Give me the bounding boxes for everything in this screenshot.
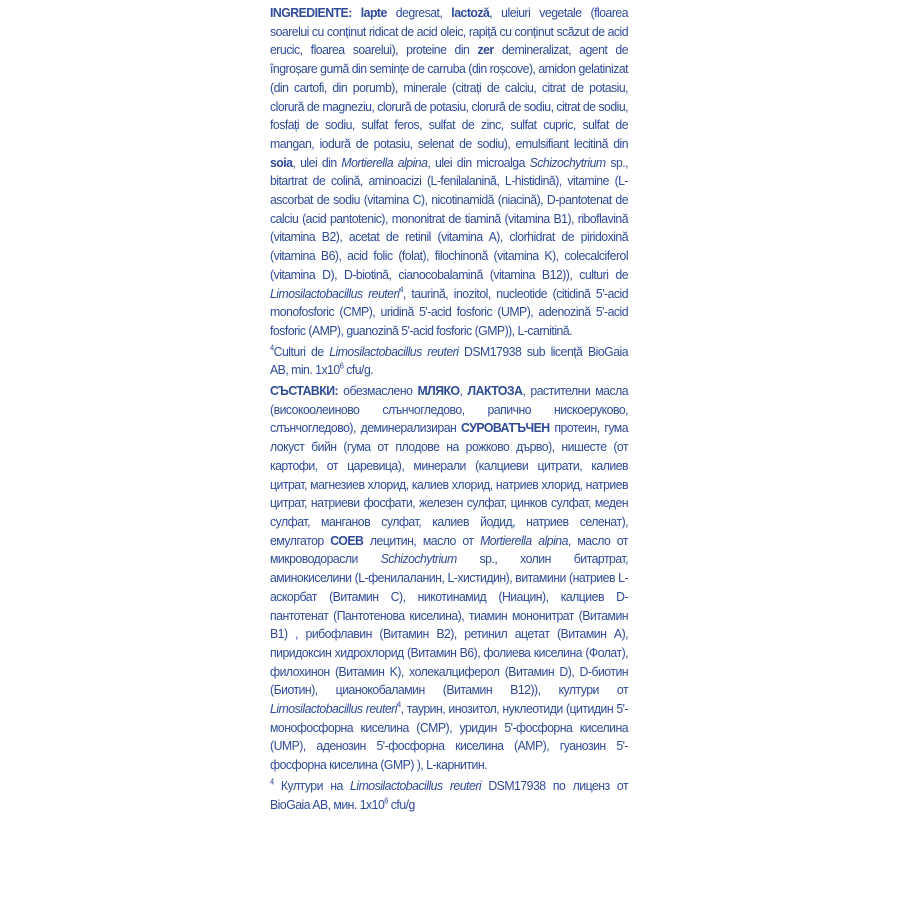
bg-footnote-marker: 4 [396,700,401,710]
ro-ingredients-heading: INGREDIENTE: [270,5,352,20]
bg-footnote-text: Култури на [273,777,351,793]
bg-text: , растителни масла (високоолеиново слънчогледово, рапично нискоеруково, слънчогледово), деминерализиран [270,383,629,436]
ro-species-schizochytrium: Schizochytrium [529,154,606,170]
ro-footnote [270,343,628,380]
ro-species-limosilactobacillus: Limosilactobacillus reuteri [270,285,400,301]
ro-text: , taurină, inozitol, nucleotide (citidină 5'-acid monofosforic (CMP), uridină 5'-acid fosforic (UMP), adenozină 5'-acid fosforic (AMP), guanozină 5'-acid fosforic (GMP)), L-carnitină. [270,285,629,338]
bg-species-schizochytrium: Schizochytrium [380,551,457,567]
ro-footnote-text: cfu/g. [343,362,374,378]
bg-text: , масло от микроводорасли [270,532,629,567]
ro-allergen-whey: zer [477,42,494,58]
ingredients-label [270,4,630,896]
ro-text: sp., bitartrat de colină, aminoacizi (L-fenilalanină, L-histidină), vitamine (L-ascorbat de sodiu (vitamina C), nicotinamidă (niacină), D-pantotenat de calciu (acid pantotenic), mononitrat de tiamină (vitamina B1), riboflavină (vitamina B2), acetat de retinil (vitamina A), clorhidrat de piridoxină (vitamina B6), acid folic (folat), filochinonă (vitamina K), colecalciferol (vitamina D), D-biotină, cianocobalamină (vitamina B12)), culturi de [270,154,629,282]
ro-text: , ulei din microalga [427,154,530,170]
bg-allergen-milk: МЛЯКО [417,383,460,399]
bg-ingredients-heading: СЪСТАВКИ: [270,383,339,399]
ro-allergen-soy: soia [270,154,293,170]
ro-ingredients-paragraph [270,4,628,341]
ro-allergen-milk: lapte [360,5,387,20]
bg-text: sp., холин битартрат, аминокиселини (L-фенилаланин, L-хистидин), витамини (натриев L-аскорбат (Витамин C), никотинамид (Ниацин), калциев D-пантотенат (Пантотенова киселина), тиамин мононитрат (Витамин B1) , рибофлавин (Витамин B2), ретинил ацетат (Витамин A), пиридоксин хидрохлорид (Витамин B6), фолиева киселина (Фолат), филохинон (Витамин K), холекалциферол (Витамин D), D-биотин (Биотин), цианокобаламин (Витамин B12)), култури от [270,551,629,698]
ro-text: , ulei din [292,154,342,170]
bg-footnote-species: Limosilactobacillus reuteri [350,777,482,793]
ro-footnote-marker: 4 [399,285,403,295]
bg-text: , [459,383,468,399]
bg-text: протеин, гума локуст бийн (гума от плодове на рожково дърво), нишесте (от картофи, от царевица), минерали (калциеви цитрати, калиев цитрат, магнезиев хлорид, калиев хлорид, натриев хлорид, натриев цитрат, натриеви фосфати, железен сулфат, цинков сулфат, меден сулфат, манганов сулфат, калиев йодид, натриев селенат), емулгатор [270,420,629,548]
ro-species-mortierella: Mortierella alpina [341,154,428,170]
bg-text: обезмаслено [338,383,418,399]
ro-footnote-number: 4 [270,343,274,353]
bg-footnote [270,777,628,814]
ro-text: degresat, [386,5,452,20]
bg-allergen-lactose: ЛАКТОЗА [467,383,523,399]
bg-allergen-whey: СУРОВАТЪЧЕН [461,420,550,436]
bg-footnote-number: 4 [270,777,274,787]
ro-footnote-text: DSM17938 sub licență BioGaia AB, min. 1x10 [270,343,629,378]
bg-text: , таурин, инозитол, нуклеотиди (цитидин 5'-монофосфорна киселина (CMP), уридин 5'-фосфорна киселина (UMP), аденозин 5'-фосфорна киселина (AMP), гуанозин 5'-фосфорна киселина (GMP) ), L-карнитин. [270,701,629,773]
ro-footnote-text: Culturi de [273,343,330,359]
ro-footnote-species: Limosilactobacillus reuteri [329,343,459,359]
bg-footnote-exponent: 6 [384,796,388,806]
ro-text: , uleiuri vegetale (floarea soarelui cu conținut ridicat de acid oleic, rapiță cu conținut scăzut de acid erucic, floarea soarelui), proteine din [270,5,629,58]
bg-allergen-soy: СОЕВ [330,532,364,548]
bg-footnote-text: cfu/g [387,796,415,812]
bg-text: лецитин, масло от [363,532,481,548]
ro-text: demineralizat, agent de îngroșare gumă din semințe de carruba (din roșcove), amidon gelatinizat (din cartofi, din porumb), minerale (citrați de calciu, citrat de potasiu, clorură de magneziu, clorură de potasiu, clorură de sodiu, citrat de sodiu, fosfați de sodiu, sulfat feros, sulfat de zinc, sulfat cupric, sulfat de mangan, iodură de potasiu, selenat de sodiu), emulsifiant lecitină din [270,42,629,151]
ro-footnote-exponent: 6 [339,361,344,371]
bg-ingredients-paragraph [270,382,628,775]
ro-text [352,5,361,20]
ro-allergen-lactose: lactoză [451,5,490,20]
bg-species-limosilactobacillus: Limosilactobacillus reuteri [270,701,397,717]
bg-footnote-text: DSM17938 по лиценз от BioGaia AB, мин. 1x10 [270,777,629,812]
bg-species-mortierella: Mortierella alpina [480,532,568,548]
